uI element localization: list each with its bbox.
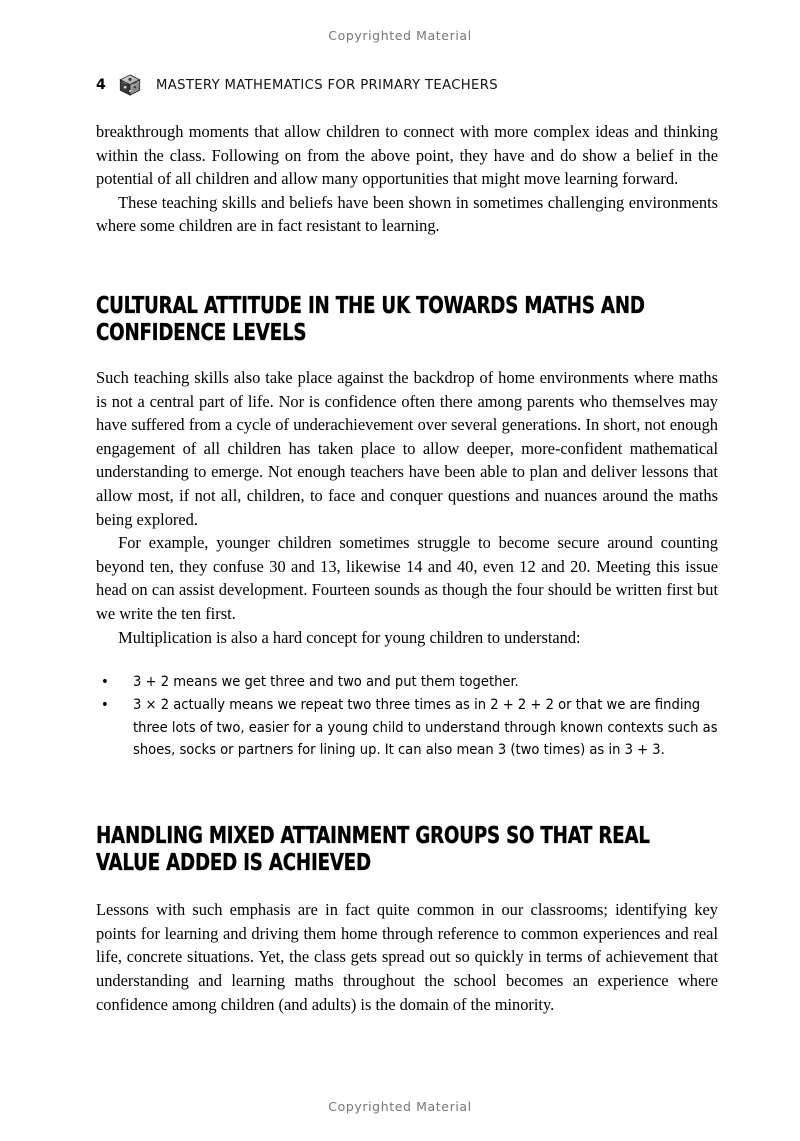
spacer [96,762,718,822]
bullet-glyph: • [101,695,109,713]
spacer [96,649,718,671]
list-item-text: 3 + 2 means we get three and two and put them together. [133,673,519,691]
copyright-watermark-top: Copyrighted Material [328,28,472,43]
running-head-title: MASTERY MATHEMATICS FOR PRIMARY TEACHERS [156,77,498,93]
paragraph: These teaching skills and beliefs have been shown in sometimes challenging environments where some children are in fact resistant to learning. [96,192,718,236]
paragraph: For example, younger children sometimes struggle to become secure around counting beyond ten, they confuse 30 and 13, likewise 14 and 40, even 12 and 20. Meeting this issue head on can assist development. Fourteen sounds as though the four should be written first but we write the ten first. [96,533,718,623]
spacer [96,876,718,898]
bullet-glyph: • [101,673,109,691]
copyright-watermark-bottom: Copyrighted Material [328,1099,472,1114]
paragraph: Lessons with such emphasis are in fact quite common in our classrooms; identifying key points for learning and driving them home through reference to common experiences and real life, concrete situations. Yet, the class gets spread out so quickly in terms of achievement that understanding and learning maths throughout the school becomes an experience where confidence among children (and adults) is the domain of the minority. [96,900,718,1014]
list-item-text: 3 × 2 actually means we repeat two three times as in 2 + 2 + 2 or that we are finding three lots of two, easier for a young child to understand through known contexts such as shoes, socks or partners for lining up. It can also mean 3 (two times) as in 3 + 3. [133,695,718,759]
spacer [96,346,718,366]
page-number: 4 [96,77,106,93]
list-item [96,694,718,762]
text-column [96,120,718,1016]
cube-icon [118,73,142,97]
running-head [96,74,498,96]
paragraph: Such teaching skills also take place against the backdrop of home environments where maths is not a central part of life. Nor is confidence often there among parents who themselves may have suffered from a cycle of underachievement over several generations. In short, not enough engagement of all children has taken place to allow deeper, more-confident mathematical understanding to emerge. Not enough teachers have been able to plan and deliver lessons that allow most, if not all, children, to face and conquer questions and nuances around the maths being explored. [96,367,718,529]
section-heading-mixed-attainment: HANDLING MIXED ATTAINMENT GROUPS SO THAT REAL VALUE ADDED IS ACHIEVED [96,821,650,877]
list-item [96,671,718,694]
paragraph-continuation: breakthrough moments that allow children to connect with more complex ideas and thinking within the class. Following on from the above point, they have and do show a belief in the potential of all children and allow many opportunities that might move learning forward. [96,122,718,189]
paragraph-list-lead-in: Multiplication is also a hard concept for young children to understand: [118,627,581,647]
spacer [96,238,718,292]
section-heading-cultural-attitude: CULTURAL ATTITUDE IN THE UK TOWARDS MATHS AND CONFIDENCE LEVELS [96,290,645,346]
bullet-list [96,671,718,762]
